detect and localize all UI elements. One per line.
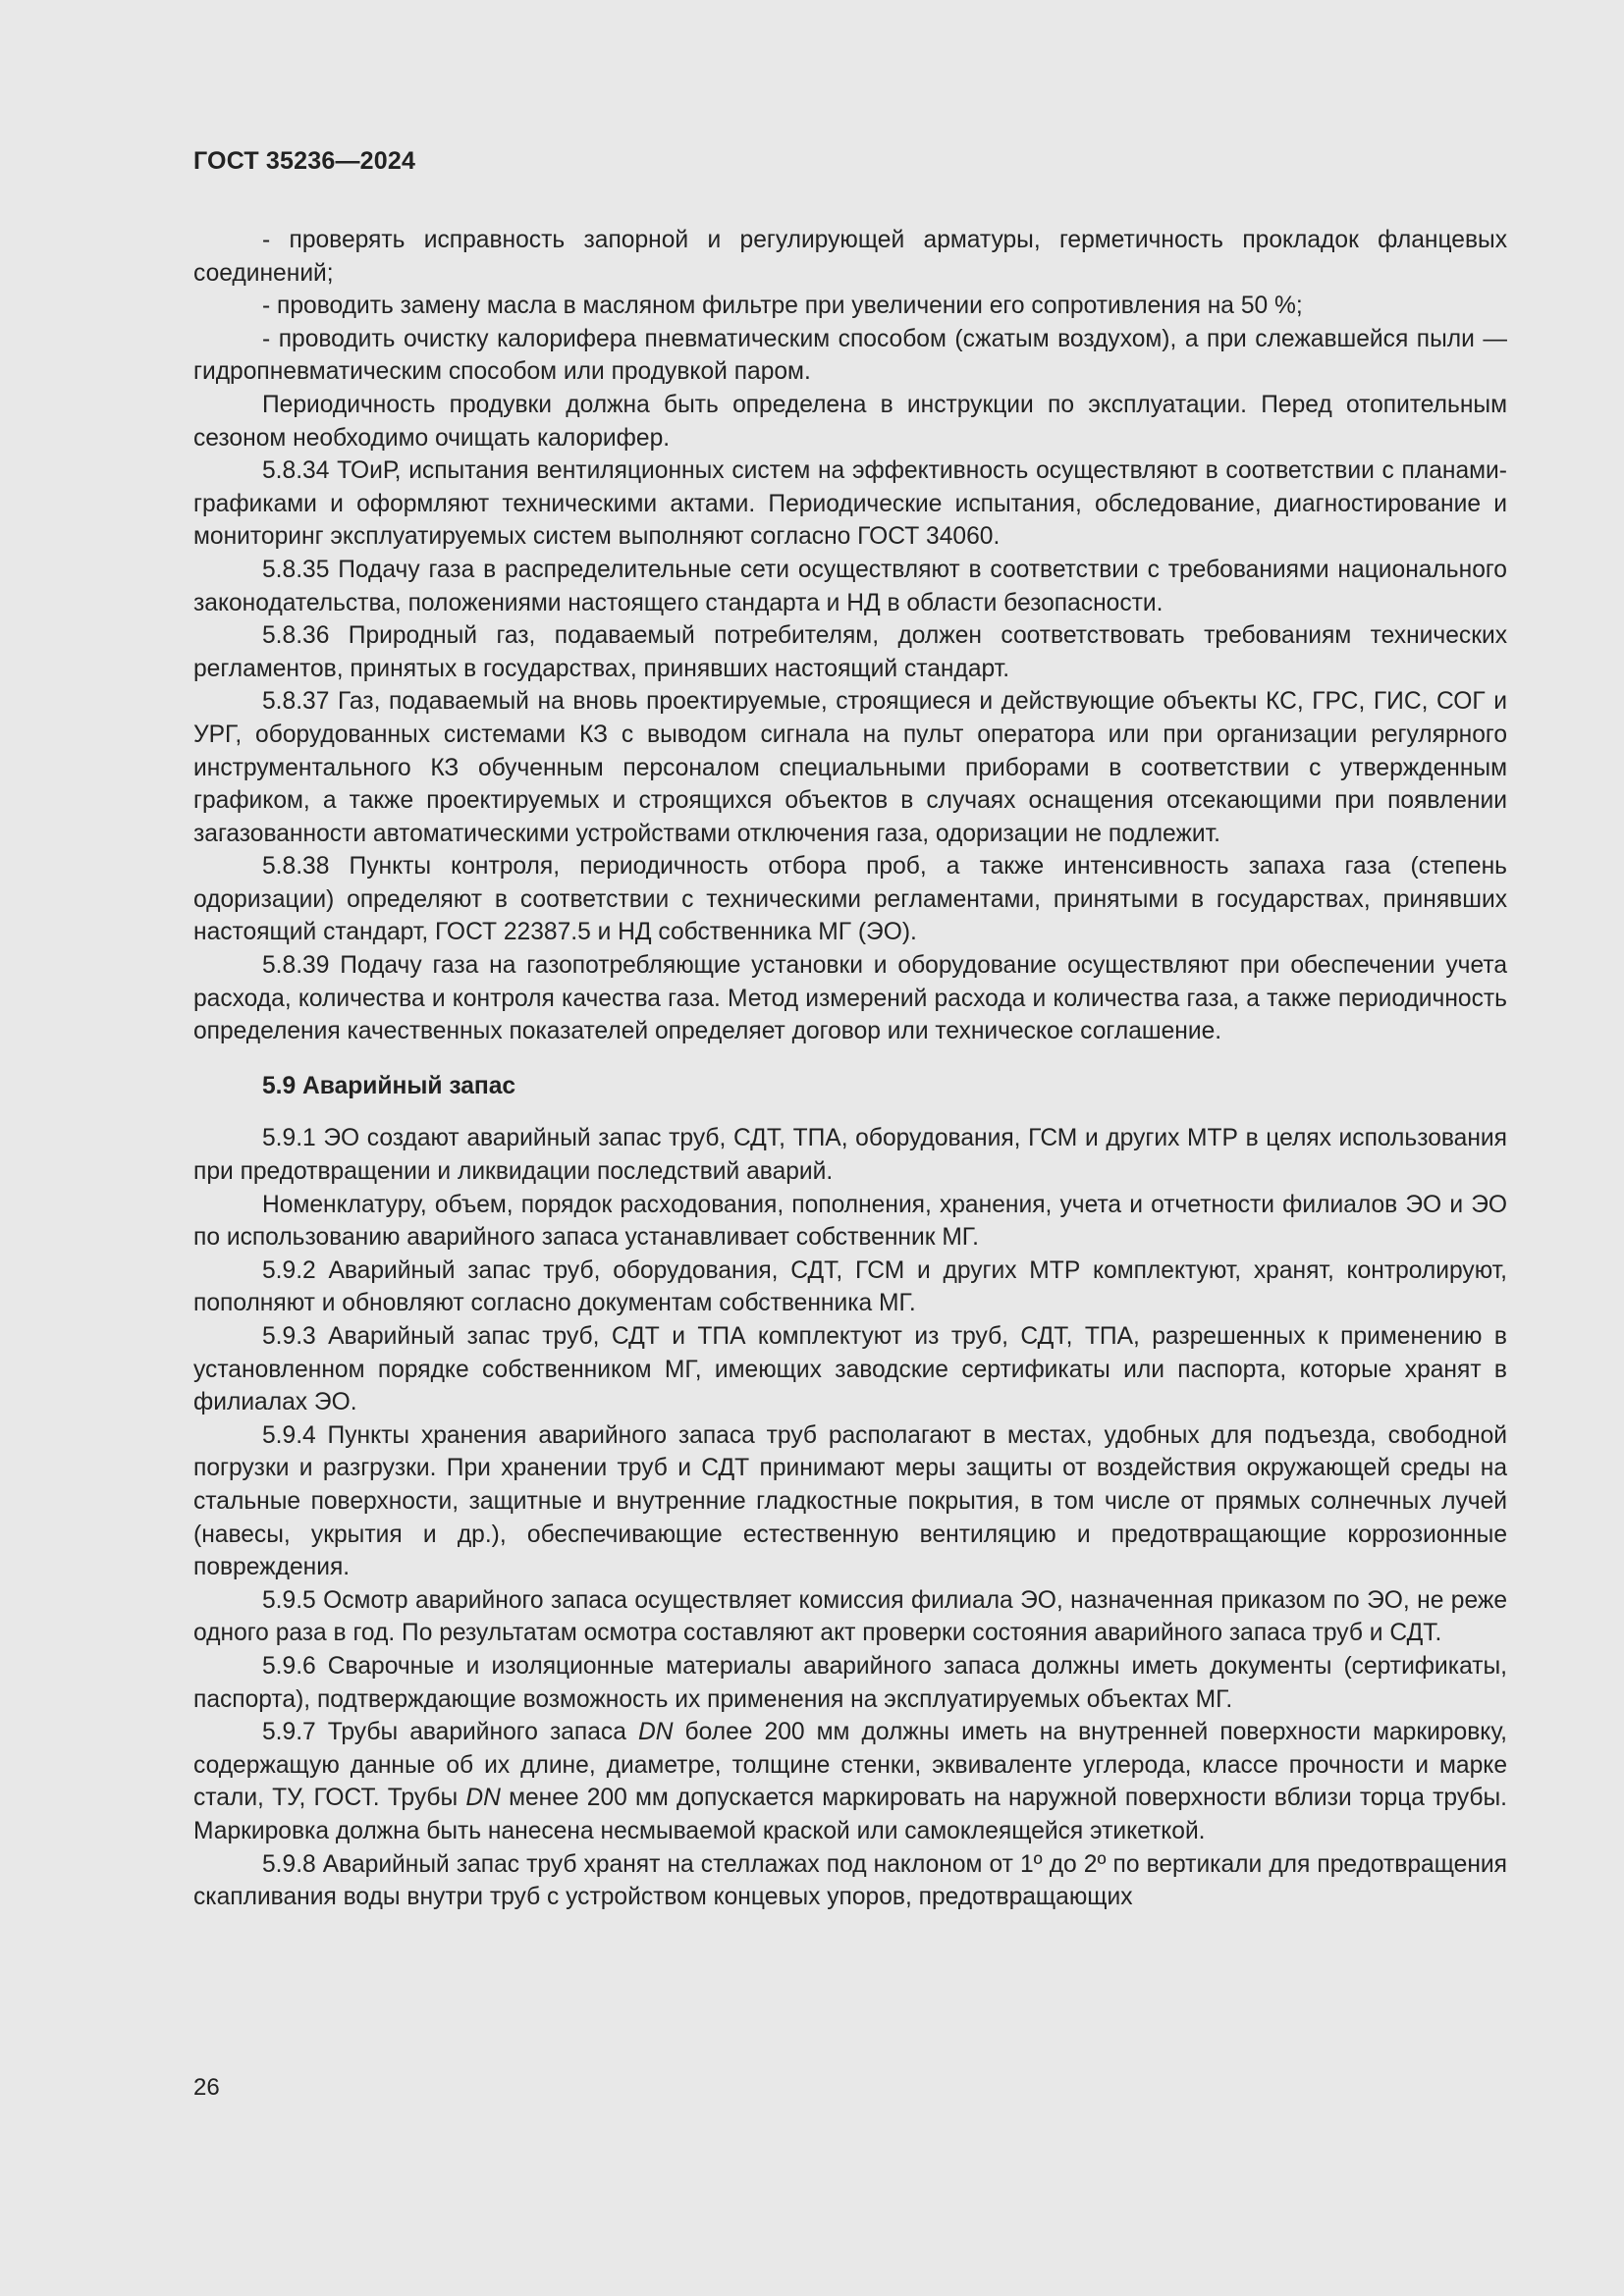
page-body [193, 224, 1507, 1914]
clause-5-8-36: 5.8.36 Природный газ, подаваемый потребителям, должен соответствовать требованиям технических регламентов, принятых в государствах, принявших настоящий стандарт. [193, 622, 1507, 682]
page-number: 26 [193, 2074, 220, 2101]
paragraph: - проводить замену масла в масляном фильтре при увеличении его сопротивления на 50 %; [262, 293, 1303, 320]
clause-5-9-5: 5.9.5 Осмотр аварийного запаса осуществляет комиссия филиала ЭО, назначенная приказом по ЭО, не реже одного раза в год. По результатам осмотра составляют акт проверки состояния аварийного запаса труб и СДТ. [193, 1586, 1507, 1647]
paragraph: - проверять исправность запорной и регулирующей арматуры, герметичность прокладок фланцевых соединений; [193, 227, 1507, 287]
clause-5-9-6: 5.9.6 Сварочные и изоляционные материалы аварийного запаса должны иметь документы (сертификаты, паспорта), подтверждающие возможность их применения на эксплуатируемых объектах МГ. [193, 1652, 1507, 1713]
clause-text: более 200 мм должны иметь на внутренней поверхности маркировку, содержащую данные об их длине, диаметре, толщине стенки, эквиваленте углерода, классе прочности и марке стали, ТУ, ГОСТ. Трубы [193, 1719, 1507, 1812]
clause-5-9-7 [193, 1716, 1507, 1847]
clause-5-9-1: 5.9.1 ЭО создают аварийный запас труб, СДТ, ТПА, оборудования, ГСМ и других МТР в целях использования при предотвращении и ликвидации последствий аварий. [193, 1125, 1507, 1186]
clause-5-8-37: 5.8.37 Газ, подаваемый на вновь проектируемые, строящиеся и действующие объекты КС, ГРС, ГИС, СОГ и УРГ, оборудованных системами КЗ с выводом сигнала на пульт оператора или при организации регулярного инструментального КЗ обученным персоналом специальными приборами в соответствии с утвержденным графиком, а также проектируемых и строящихся объектов в случаях оснащения отсекающими при появлении загазованности автоматическими устройствами отключения газа, одоризации не подлежит. [193, 688, 1507, 847]
clause-5-8-35: 5.8.35 Подачу газа в распределительные сети осуществляют в соответствии с требованиями национального законодательства, положениями настоящего стандарта и НД в области безопасности. [193, 556, 1507, 616]
dn-symbol: DN [465, 1785, 501, 1812]
paragraph: Периодичность продувки должна быть определена в инструкции по эксплуатации. Перед отопительным сезоном необходимо очищать калорифер. [193, 391, 1507, 452]
clause-5-9-3: 5.9.3 Аварийный запас труб, СДТ и ТПА комплектуют из труб, СДТ, ТПА, разрешенных к применению в установленном порядке собственником МГ, имеющих заводские сертификаты или паспорта, которые хранят в филиалах ЭО. [193, 1323, 1507, 1416]
clause-5-9-4: 5.9.4 Пункты хранения аварийного запаса труб располагают в местах, удобных для подъезда, свободной погрузки и разгрузки. При хранении труб и СДТ принимают меры защиты от воздействия окружающей среды на стальные поверхности, защитные и внутренние гладкостные покрытия, в том числе от прямых солнечных лучей (навесы, укрытия и др.), обеспечивающие естественную вентиляцию и предотвращающие коррозионные повреждения. [193, 1421, 1507, 1581]
paragraph: Номенклатуру, объем, порядок расходования, пополнения, хранения, учета и отчетности филиалов ЭО и ЭО по использованию аварийного запаса устанавливает собственник МГ. [193, 1191, 1507, 1252]
clause-5-8-39: 5.8.39 Подачу газа на газопотребляющие установки и оборудование осуществляют при обеспечении учета расхода, количества и контроля качества газа. Метод измерений расхода и количества газа, а также периодичность определения качественных показателей определяет договор или техническое соглашение. [193, 952, 1507, 1045]
paragraph: - проводить очистку калорифера пневматическим способом (сжатым воздухом), а при слежавшейся пыли — гидропневматическим способом или продувкой паром. [193, 325, 1507, 386]
clause-text: менее 200 мм допускается маркировать на наружной поверхности вблизи торца трубы. Маркировка должна быть нанесена несмываемой краской или самоклеящейся этикеткой. [193, 1785, 1507, 1844]
document-designation: ГОСТ 35236—2024 [193, 147, 416, 175]
clause-text: 5.9.7 Трубы аварийного запаса [262, 1719, 638, 1746]
clause-5-8-38: 5.8.38 Пункты контроля, периодичность отбора проб, а также интенсивность запаха газа (степень одоризации) определяют в соответствии с техническими регламентами, принятыми в государствах, принявших настоящий стандарт, ГОСТ 22387.5 и НД собственника МГ (ЭО). [193, 853, 1507, 946]
clause-5-9-8: 5.9.8 Аварийный запас труб хранят на стеллажах под наклоном от 1º до 2º по вертикали для предотвращения скапливания воды внутри труб с устройством концевых упоров, предотвращающих [193, 1850, 1507, 1911]
dn-symbol: DN [637, 1719, 674, 1746]
clause-5-9-2: 5.9.2 Аварийный запас труб, оборудования, СДТ, ГСМ и других МТР комплектуют, хранят, контролируют, пополняют и обновляют согласно документам собственника МГ. [193, 1256, 1507, 1317]
section-heading: 5.9 Аварийный запас [262, 1072, 516, 1099]
clause-5-8-34: 5.8.34 ТОиР, испытания вентиляционных систем на эффективность осуществляют в соответствии с планами-графиками и оформляют техническими актами. Периодические испытания, обследование, диагностирование и мониторинг эксплуатируемых систем выполняют согласно ГОСТ 34060. [193, 457, 1507, 551]
